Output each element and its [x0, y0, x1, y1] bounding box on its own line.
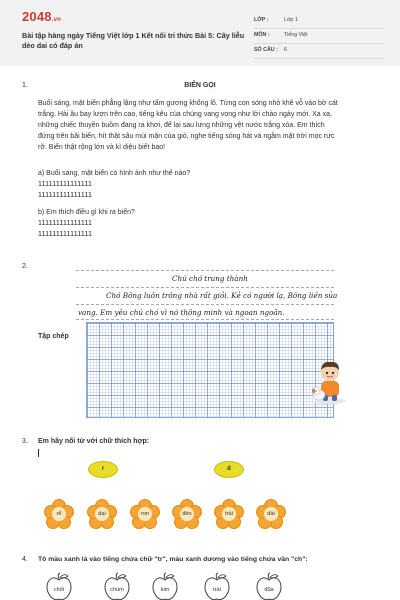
flower-word[interactable] — [130, 499, 160, 529]
passage-line: những chiếc thuyền buồm đang ra khơi, để lại sau lưng những vệt nước trắng xóa. Em thích — [38, 122, 325, 129]
question-number: 4. — [22, 556, 28, 563]
meta-key: MÔN : — [254, 32, 270, 38]
guide-line — [76, 270, 334, 271]
meta-table — [254, 14, 384, 59]
question-a: a) Buổi sáng, mặt biển có hình ảnh như thế nào? — [38, 170, 191, 177]
passage-title: BIỂN GỌI — [184, 82, 216, 89]
guide-line — [76, 287, 334, 288]
apple-outline-icon — [254, 572, 284, 600]
apple-outline-icon — [202, 572, 232, 600]
flower-label: ron — [137, 506, 153, 522]
apple-word[interactable] — [254, 572, 284, 600]
flower-word[interactable] — [87, 499, 117, 529]
guide-line — [76, 319, 334, 320]
apple-label: đũa — [264, 587, 274, 593]
logo-sub: .vn — [51, 17, 62, 23]
site-logo[interactable] — [22, 9, 61, 24]
answer-line[interactable]: 111111111111111 — [38, 181, 93, 188]
apple-word[interactable] — [102, 572, 132, 600]
apple-label: trái — [213, 587, 221, 593]
meta-row-subject — [254, 29, 384, 44]
apple-word[interactable] — [150, 572, 180, 600]
meta-row-class — [254, 14, 384, 29]
question-b: b) Em thích điều gì khi ra biển? — [38, 209, 135, 216]
answer-line[interactable]: 111111111111111 — [38, 231, 93, 238]
passage-line: Buổi sáng, mặt biển phẳng lặng như tấm gương khổng lồ. Từng con sóng nhỏ khẽ vỗ vào bờ cát — [38, 100, 338, 107]
answer-line[interactable]: 111111111111111 — [38, 192, 93, 199]
passage — [38, 98, 386, 153]
copy-line: vang. Em yêu chú chó vì nó thông minh và ngoan ngoãn. — [78, 308, 285, 317]
meta-key: SỐ CÂU : — [254, 47, 278, 53]
meta-value: Tiếng Việt — [284, 32, 308, 38]
copy-label: Tập chép — [38, 333, 69, 340]
apple-label: kim — [160, 587, 170, 593]
document-title: Bài tập hàng ngày Tiếng Việt lớp 1 Kết nối tri thức Bài 5: Cây liễu dẻo dai có đáp án — [22, 31, 245, 50]
passage-line: rỡ. Biển thật rộng lớn và kì diệu biết bao! — [38, 144, 166, 151]
question-number: 2. — [22, 263, 28, 270]
flower-label: đèo — [179, 506, 195, 522]
copy-line: Chó Bông luôn trông nhà rất giỏi. Kẻ có người lạ, Bông liền sủa — [106, 291, 338, 300]
page-header — [0, 0, 400, 66]
apple-word[interactable] — [202, 572, 232, 600]
passage-line: đứng trên bãi biển, hít thật sâu mùi mặn của gió, nghe tiếng sóng hát và ngắm mặt trời mọc rực — [38, 133, 335, 140]
question-number: 3. — [22, 438, 28, 445]
answer-line[interactable]: 111111111111111 — [38, 220, 93, 227]
meta-value: 6 — [284, 47, 287, 53]
boy-with-puppy-illustration — [310, 357, 350, 405]
letter-tag-d[interactable]: d — [214, 461, 244, 478]
flower-word[interactable] — [44, 499, 74, 529]
question-instruction: Em hãy nối từ với chữ thích hợp: — [38, 438, 150, 445]
flower-label: dài — [263, 506, 279, 522]
flower-label: rể — [51, 506, 67, 522]
apple-outline-icon — [44, 572, 74, 600]
flower-label: dại — [94, 506, 110, 522]
flower-word[interactable] — [172, 499, 202, 529]
guide-line — [76, 304, 334, 305]
meta-value: Lớp 1 — [284, 17, 298, 23]
apple-outline-icon — [102, 572, 132, 600]
meta-row-count — [254, 44, 384, 59]
passage-line: trắng. Hải âu bay lượn trên cao, tiếng kêu của chúng vang vọng như lời chào ngày mới. Xa xa, — [38, 111, 332, 118]
letter-tag-r[interactable]: r — [88, 461, 118, 478]
apple-word[interactable] — [44, 572, 74, 600]
apple-outline-icon — [150, 572, 180, 600]
text-cursor — [38, 449, 39, 457]
apple-label: chùm — [110, 587, 124, 593]
writing-grid[interactable] — [86, 322, 334, 418]
copy-title: Chú chó trung thành — [172, 274, 248, 283]
flower-word[interactable] — [214, 499, 244, 529]
flower-word[interactable] — [256, 499, 286, 529]
flower-label: trái — [221, 506, 237, 522]
question-instruction: Tô màu xanh lá vào tiếng chứa chữ "tr", màu xanh dương vào tiếng chứa vần "ch": — [38, 556, 308, 563]
meta-key: LỚP : — [254, 17, 269, 23]
apple-label: chổi — [53, 587, 65, 593]
logo-main: 2048 — [22, 9, 52, 24]
question-number: 1. — [22, 82, 28, 89]
